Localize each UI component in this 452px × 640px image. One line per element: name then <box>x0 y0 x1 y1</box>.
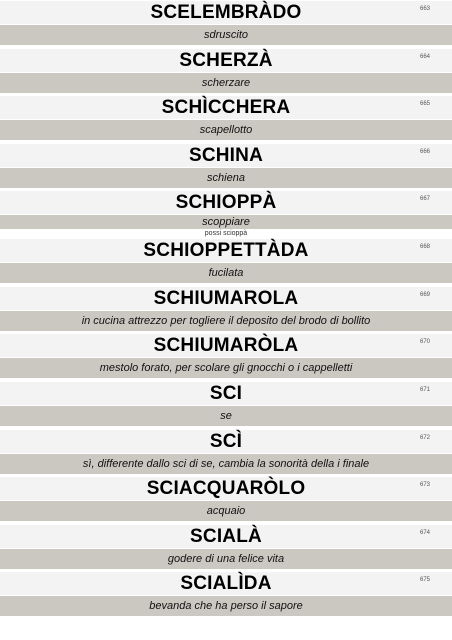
entry-word: SCHIOPPETTÀDA 668 <box>0 239 452 262</box>
entry-example: possi scioppà <box>0 229 452 238</box>
entry-11 <box>0 525 452 569</box>
entry-word: SCHERZÀ 664 <box>0 49 452 72</box>
entry-8 <box>0 382 452 426</box>
entry-word: SCÌ 672 <box>0 430 452 453</box>
entry-definition: acquaio <box>0 501 452 521</box>
entry-number: 673 <box>419 482 430 488</box>
entry-word: SCHÌCCHERA 665 <box>0 96 452 119</box>
entry-1 <box>0 49 452 93</box>
entry-definition: sì, differente dallo sci di se, cambia la sonorità della i finale <box>0 454 452 474</box>
entry-3 <box>0 144 452 188</box>
entry-definition: fucilata <box>0 263 452 283</box>
entry-definition: mestolo forato, per scolare gli gnocchi o i cappelletti <box>0 358 452 378</box>
entry-word: SCIALÀ 674 <box>0 525 452 548</box>
entry-6 <box>0 287 452 331</box>
entry-word: SCHIUMAROLA 669 <box>0 287 452 310</box>
entry-number: 670 <box>419 339 430 345</box>
entry-7 <box>0 334 452 378</box>
entry-0 <box>0 1 452 45</box>
entry-definition: scoppiare <box>0 215 452 229</box>
entry-word: SCHIOPPÀ 667 <box>0 191 452 214</box>
entry-number: 669 <box>419 292 430 298</box>
entry-12 <box>0 572 452 616</box>
entry-definition: se <box>0 406 452 426</box>
entry-definition: bevanda che ha perso il sapore <box>0 596 452 616</box>
entry-4 <box>0 191 452 229</box>
entry-number: 668 <box>419 244 430 250</box>
entry-definition: schiena <box>0 168 452 188</box>
entry-definition: in cucina attrezzo per togliere il deposito del brodo di bollito <box>0 311 452 331</box>
entry-definition: sdruscito <box>0 25 452 45</box>
entry-number: 665 <box>419 101 430 107</box>
entry-9 <box>0 430 452 474</box>
entry-word: SCIACQUARÒLO 673 <box>0 477 452 500</box>
entry-2 <box>0 96 452 140</box>
entry-5 <box>0 239 452 283</box>
entry-number: 666 <box>419 149 430 155</box>
entry-word: SCHINA 666 <box>0 144 452 167</box>
entry-number: 664 <box>419 54 430 60</box>
entry-number: 675 <box>419 577 430 583</box>
entry-number: 672 <box>419 435 430 441</box>
entry-word: SCIALÌDA 675 <box>0 572 452 595</box>
entry-definition: scapellotto <box>0 120 452 140</box>
entry-definition: godere di una felice vita <box>0 549 452 569</box>
entry-word: SCELEMBRÀDO 663 <box>0 1 452 24</box>
entry-definition: scherzare <box>0 73 452 93</box>
entry-number: 674 <box>419 530 430 536</box>
entry-10 <box>0 477 452 521</box>
entry-word: SCHIUMARÒLA 670 <box>0 334 452 357</box>
entry-number: 671 <box>419 387 430 393</box>
entry-number: 667 <box>419 196 430 202</box>
entry-number: 663 <box>419 6 430 12</box>
entry-word: SCI 671 <box>0 382 452 405</box>
